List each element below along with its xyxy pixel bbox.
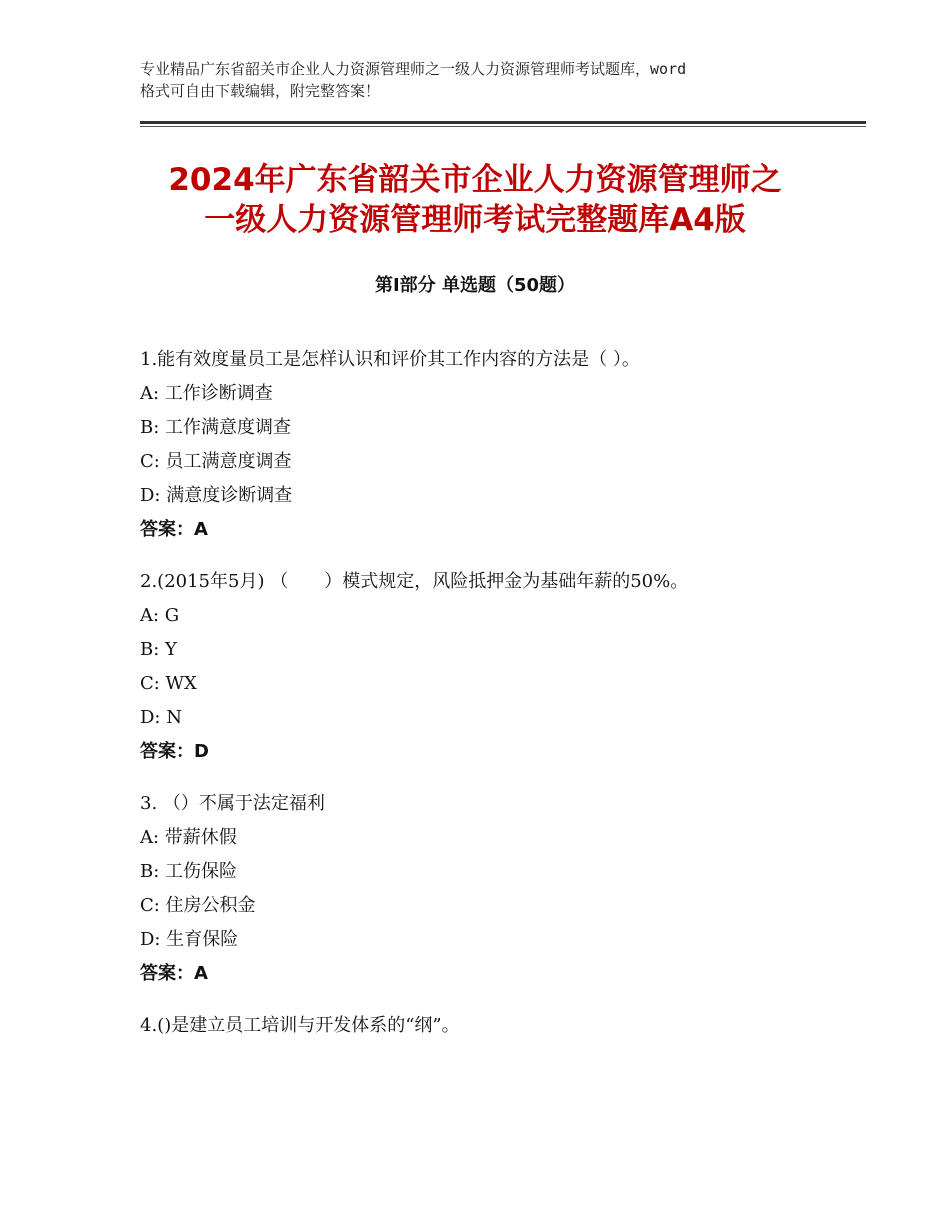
option-d: D: 生育保险: [140, 929, 239, 950]
question-list: [140, 343, 860, 1061]
section-title: 第Ⅰ部分 单选题（50题）: [374, 275, 575, 296]
option-c: C: WX: [140, 673, 197, 694]
option-b: B: Y: [140, 639, 177, 660]
option-c: C: 住房公积金: [140, 895, 256, 916]
option-a: A: 带薪休假: [140, 827, 237, 848]
document-title: [100, 160, 850, 240]
option-b: B: 工伤保险: [140, 861, 238, 882]
question-4: [140, 1009, 860, 1043]
option-d: D: N: [140, 707, 182, 728]
question-2: [140, 565, 860, 769]
option-d: D: 满意度诊断调查: [140, 485, 293, 506]
header-note: [140, 58, 820, 102]
option-c: C: 员工满意度调查: [140, 451, 292, 472]
question-1: [140, 343, 860, 547]
question-3: [140, 787, 860, 991]
header-divider-thin: [140, 126, 866, 127]
option-a: A: 工作诊断调查: [140, 383, 273, 404]
question-stem: 2.(2015年5月) （ ）模式规定，风险抵押金为基础年薪的50%。: [140, 571, 689, 592]
question-stem: 1.能有效度量员工是怎样认识和评价其工作内容的方法是（ ）。: [140, 349, 640, 370]
header-note-line-1: 专业精品广东省韶关市企业人力资源管理师之一级人力资源管理师考试题库，word: [140, 60, 687, 78]
answer: 答案：D: [140, 741, 209, 762]
document-title-line-2: 一级人力资源管理师考试完整题库A4版: [204, 202, 746, 238]
answer: 答案：A: [140, 963, 208, 984]
document-title-line-1: 2024年广东省韶关市企业人力资源管理师之: [168, 162, 782, 198]
question-stem: 3. （）不属于法定福利: [140, 793, 325, 814]
question-stem: 4.()是建立员工培训与开发体系的“纲”。: [140, 1015, 460, 1036]
header-note-line-2: 格式可自由下载编辑，附完整答案！: [140, 82, 381, 100]
option-b: B: 工作满意度调查: [140, 417, 292, 438]
answer: 答案：A: [140, 519, 208, 540]
option-a: A: G: [140, 605, 180, 626]
header-divider-thick: [140, 121, 866, 124]
